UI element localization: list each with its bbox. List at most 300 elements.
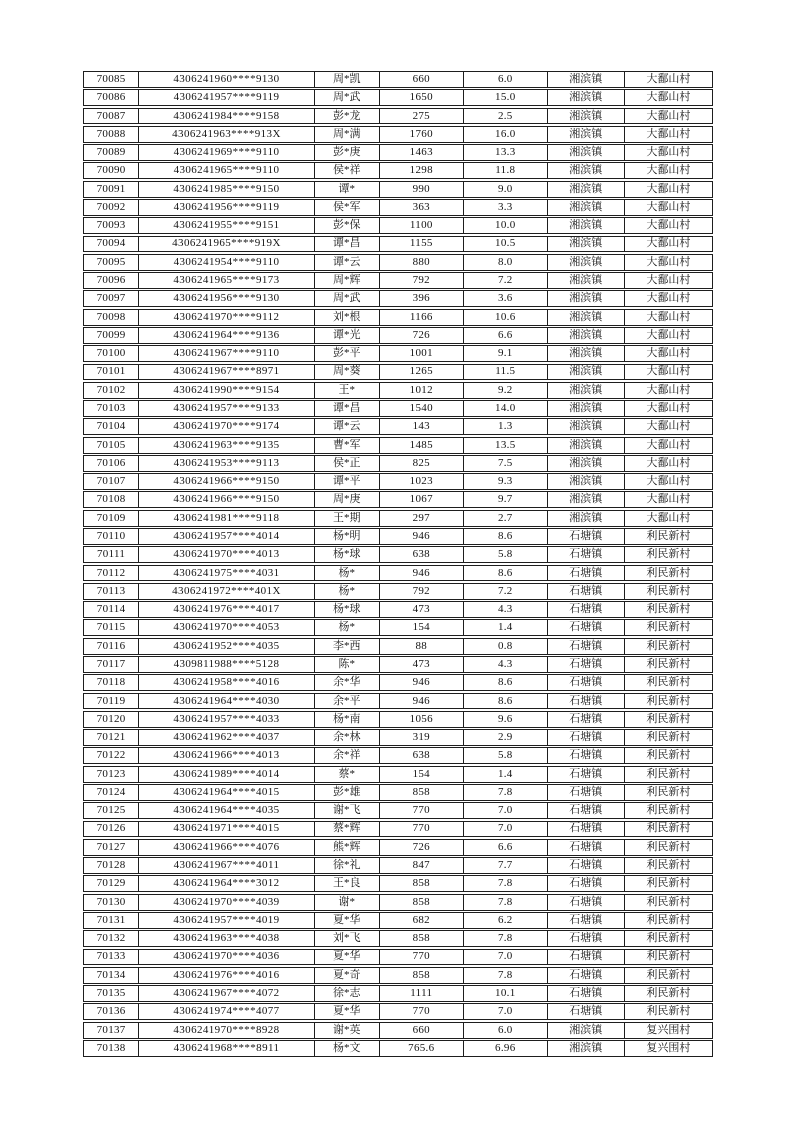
cell-town: 湘滨镇 [547, 456, 624, 471]
cell-amount: 946 [379, 529, 463, 544]
cell-id-number: 4306241964****4015 [138, 785, 314, 800]
cell-amount: 396 [379, 291, 463, 306]
cell-village: 利民新村 [624, 931, 712, 946]
cell-rate: 11.8 [463, 163, 547, 178]
cell-village: 利民新村 [624, 913, 712, 928]
cell-id-number: 4306241970****4036 [138, 950, 314, 965]
cell-name: 刘*飞 [314, 931, 379, 946]
cell-town: 湘滨镇 [547, 419, 624, 434]
cell-village: 利民新村 [624, 730, 712, 745]
cell-id-number: 4306241957****9119 [138, 90, 314, 105]
cell-rate: 8.0 [463, 255, 547, 270]
cell-town: 湘滨镇 [547, 200, 624, 215]
table-row [83, 912, 713, 929]
cell-town: 石塘镇 [547, 968, 624, 983]
cell-rate: 1.3 [463, 419, 547, 434]
table-row [83, 565, 713, 582]
cell-name: 刘*根 [314, 310, 379, 325]
cell-name: 余*华 [314, 675, 379, 690]
cell-village: 复兴围村 [624, 1023, 712, 1038]
cell-name: 蔡* [314, 767, 379, 782]
cell-town: 湘滨镇 [547, 346, 624, 361]
cell-sequence: 70133 [96, 950, 126, 963]
cell-amount: 1001 [379, 346, 463, 361]
cell-village: 利民新村 [624, 822, 712, 837]
cell-id-number: 4306241957****4019 [138, 913, 314, 928]
cell-village: 大鄱山村 [624, 456, 712, 471]
cell-village: 利民新村 [624, 657, 712, 672]
cell-id-number: 4306241966****4076 [138, 840, 314, 855]
cell-town: 湘滨镇 [547, 328, 624, 343]
cell-village: 大鄱山村 [624, 310, 712, 325]
cell-town: 湘滨镇 [547, 310, 624, 325]
cell-id-number: 4306241967****8971 [138, 365, 314, 380]
cell-rate: 2.9 [463, 730, 547, 745]
cell-id-number: 4306241970****8928 [138, 1023, 314, 1038]
cell-village: 大鄱山村 [624, 200, 712, 215]
cell-rate: 6.0 [463, 72, 547, 87]
cell-sequence: 70086 [96, 91, 126, 104]
cell-village: 大鄱山村 [624, 346, 712, 361]
cell-town: 湘滨镇 [547, 291, 624, 306]
cell-rate: 6.6 [463, 840, 547, 855]
cell-name: 杨*明 [314, 529, 379, 544]
cell-amount: 1166 [379, 310, 463, 325]
cell-rate: 6.0 [463, 1023, 547, 1038]
cell-sequence: 70131 [96, 913, 126, 926]
cell-amount: 319 [379, 730, 463, 745]
cell-name: 侯*正 [314, 456, 379, 471]
cell-sequence: 70116 [96, 639, 126, 652]
cell-town: 湘滨镇 [547, 1023, 624, 1038]
cell-name: 周*葵 [314, 365, 379, 380]
cell-sequence: 70095 [96, 255, 126, 268]
cell-id-number: 4306241985****9150 [138, 182, 314, 197]
cell-sequence: 70120 [96, 712, 126, 725]
cell-name: 夏*奇 [314, 968, 379, 983]
table-row [83, 108, 713, 125]
cell-village: 大鄱山村 [624, 365, 712, 380]
cell-village: 大鄱山村 [624, 145, 712, 160]
table-row [83, 766, 713, 783]
cell-name: 谭*光 [314, 328, 379, 343]
cell-town: 石塘镇 [547, 566, 624, 581]
table-row [83, 510, 713, 527]
cell-sequence: 70121 [96, 731, 126, 744]
cell-town: 石塘镇 [547, 620, 624, 635]
cell-rate: 11.5 [463, 365, 547, 380]
table-row [83, 199, 713, 216]
cell-village: 复兴围村 [624, 1041, 712, 1056]
cell-town: 石塘镇 [547, 858, 624, 873]
cell-id-number: 4306241963****913X [138, 127, 314, 142]
table-row [83, 693, 713, 710]
cell-sequence: 70100 [96, 347, 126, 360]
cell-rate: 16.0 [463, 127, 547, 142]
cell-village: 利民新村 [624, 602, 712, 617]
cell-id-number: 4306241972****401X [138, 584, 314, 599]
cell-town: 湘滨镇 [547, 109, 624, 124]
cell-sequence: 70129 [96, 877, 126, 890]
cell-id-number: 4306241966****4013 [138, 748, 314, 763]
cell-village: 大鄱山村 [624, 127, 712, 142]
table-row [83, 290, 713, 307]
cell-amount: 770 [379, 1004, 463, 1019]
cell-town: 石塘镇 [547, 584, 624, 599]
cell-sequence: 70124 [96, 785, 126, 798]
cell-id-number: 4306241966****9150 [138, 474, 314, 489]
cell-name: 周*武 [314, 291, 379, 306]
cell-amount: 363 [379, 200, 463, 215]
cell-rate: 6.2 [463, 913, 547, 928]
table-row [83, 254, 713, 271]
table-row [83, 839, 713, 856]
cell-rate: 6.96 [463, 1041, 547, 1056]
cell-amount: 792 [379, 584, 463, 599]
cell-rate: 8.6 [463, 566, 547, 581]
cell-sequence: 70122 [96, 749, 126, 762]
table-row [83, 528, 713, 545]
cell-rate: 7.7 [463, 858, 547, 873]
cell-rate: 13.5 [463, 438, 547, 453]
cell-sequence: 70115 [96, 621, 126, 634]
cell-amount: 154 [379, 620, 463, 635]
cell-name: 谢*英 [314, 1023, 379, 1038]
cell-id-number: 4306241969****9110 [138, 145, 314, 160]
cell-rate: 3.6 [463, 291, 547, 306]
cell-id-number: 4306241967****4011 [138, 858, 314, 873]
cell-town: 湘滨镇 [547, 182, 624, 197]
table-row [83, 309, 713, 326]
cell-town: 石塘镇 [547, 639, 624, 654]
cell-village: 利民新村 [624, 968, 712, 983]
cell-rate: 7.8 [463, 876, 547, 891]
cell-id-number: 4306241954****9110 [138, 255, 314, 270]
cell-name: 余*林 [314, 730, 379, 745]
table-row [83, 364, 713, 381]
cell-name: 彭*保 [314, 218, 379, 233]
cell-name: 杨*南 [314, 712, 379, 727]
table-row [83, 894, 713, 911]
cell-rate: 8.6 [463, 675, 547, 690]
cell-town: 石塘镇 [547, 1004, 624, 1019]
cell-village: 利民新村 [624, 584, 712, 599]
cell-rate: 15.0 [463, 90, 547, 105]
cell-town: 石塘镇 [547, 730, 624, 745]
cell-sequence: 70091 [96, 182, 126, 195]
table-row [83, 181, 713, 198]
table-row [83, 71, 713, 88]
table-row [83, 418, 713, 435]
cell-name: 王*良 [314, 876, 379, 891]
cell-sequence: 70110 [96, 529, 126, 542]
cell-village: 大鄱山村 [624, 383, 712, 398]
cell-sequence: 70134 [96, 968, 126, 981]
cell-id-number: 4306241960****9130 [138, 72, 314, 87]
cell-id-number: 4306241970****9174 [138, 419, 314, 434]
cell-id-number: 4306241976****4017 [138, 602, 314, 617]
cell-rate: 7.5 [463, 456, 547, 471]
cell-rate: 8.6 [463, 529, 547, 544]
cell-id-number: 4306241957****4014 [138, 529, 314, 544]
table-row [83, 784, 713, 801]
cell-amount: 858 [379, 931, 463, 946]
cell-amount: 1012 [379, 383, 463, 398]
cell-town: 湘滨镇 [547, 474, 624, 489]
table-row [83, 327, 713, 344]
cell-town: 湘滨镇 [547, 401, 624, 416]
cell-village: 利民新村 [624, 767, 712, 782]
table-row [83, 857, 713, 874]
cell-amount: 1485 [379, 438, 463, 453]
cell-village: 利民新村 [624, 950, 712, 965]
cell-town: 湘滨镇 [547, 127, 624, 142]
table-row [83, 1040, 713, 1057]
cell-name: 杨*球 [314, 547, 379, 562]
cell-village: 大鄱山村 [624, 237, 712, 252]
cell-town: 石塘镇 [547, 950, 624, 965]
cell-name: 谭*昌 [314, 237, 379, 252]
cell-village: 利民新村 [624, 547, 712, 562]
cell-sequence: 70098 [96, 310, 126, 323]
cell-amount: 638 [379, 748, 463, 763]
cell-amount: 946 [379, 694, 463, 709]
cell-town: 石塘镇 [547, 931, 624, 946]
cell-id-number: 4306241964****3012 [138, 876, 314, 891]
cell-amount: 1155 [379, 237, 463, 252]
cell-id-number: 4306241967****9110 [138, 346, 314, 361]
cell-sequence: 70112 [96, 566, 126, 579]
cell-name: 杨* [314, 620, 379, 635]
cell-sequence: 70113 [96, 584, 126, 597]
cell-name: 王* [314, 383, 379, 398]
cell-amount: 880 [379, 255, 463, 270]
cell-sequence: 70138 [96, 1041, 126, 1054]
cell-sequence: 70130 [96, 895, 126, 908]
table-row [83, 747, 713, 764]
cell-village: 利民新村 [624, 803, 712, 818]
cell-sequence: 70097 [96, 292, 126, 305]
cell-sequence: 70128 [96, 859, 126, 872]
table-row [83, 674, 713, 691]
cell-sequence: 70123 [96, 767, 126, 780]
cell-village: 大鄱山村 [624, 218, 712, 233]
cell-village: 大鄱山村 [624, 328, 712, 343]
cell-village: 利民新村 [624, 1004, 712, 1019]
cell-id-number: 4306241964****4035 [138, 803, 314, 818]
cell-village: 大鄱山村 [624, 492, 712, 507]
cell-sequence: 70088 [96, 127, 126, 140]
cell-sequence: 70099 [96, 328, 126, 341]
cell-sequence: 70137 [96, 1023, 126, 1036]
cell-id-number: 4306241971****4015 [138, 822, 314, 837]
cell-amount: 1265 [379, 365, 463, 380]
cell-town: 石塘镇 [547, 803, 624, 818]
cell-town: 湘滨镇 [547, 511, 624, 526]
cell-rate: 7.8 [463, 895, 547, 910]
cell-name: 彭*庚 [314, 145, 379, 160]
cell-town: 石塘镇 [547, 876, 624, 891]
cell-sequence: 70108 [96, 493, 126, 506]
cell-amount: 858 [379, 968, 463, 983]
cell-rate: 9.3 [463, 474, 547, 489]
cell-village: 利民新村 [624, 748, 712, 763]
cell-name: 侯*祥 [314, 163, 379, 178]
cell-rate: 1.4 [463, 620, 547, 635]
cell-rate: 6.6 [463, 328, 547, 343]
cell-id-number: 4306241965****9173 [138, 273, 314, 288]
cell-id-number: 4306241953****9113 [138, 456, 314, 471]
table-row [83, 601, 713, 618]
cell-rate: 7.0 [463, 822, 547, 837]
table-row [83, 638, 713, 655]
table-row [83, 821, 713, 838]
cell-rate: 0.8 [463, 639, 547, 654]
cell-id-number: 4306241952****4035 [138, 639, 314, 654]
cell-id-number: 4306241965****9110 [138, 163, 314, 178]
cell-amount: 858 [379, 785, 463, 800]
cell-sequence: 70114 [96, 603, 126, 616]
table-row [83, 455, 713, 472]
cell-rate: 7.8 [463, 785, 547, 800]
cell-name: 谢*飞 [314, 803, 379, 818]
cell-sequence: 70096 [96, 274, 126, 287]
cell-rate: 7.2 [463, 584, 547, 599]
cell-rate: 10.0 [463, 218, 547, 233]
cell-town: 湘滨镇 [547, 90, 624, 105]
cell-rate: 10.5 [463, 237, 547, 252]
table-row [83, 345, 713, 362]
cell-village: 利民新村 [624, 876, 712, 891]
table-row [83, 949, 713, 966]
cell-sequence: 70092 [96, 200, 126, 213]
cell-amount: 1463 [379, 145, 463, 160]
cell-name: 余*祥 [314, 748, 379, 763]
cell-sequence: 70136 [96, 1005, 126, 1018]
cell-amount: 1111 [379, 986, 463, 1001]
cell-name: 谭* [314, 182, 379, 197]
cell-town: 湘滨镇 [547, 163, 624, 178]
cell-sequence: 70106 [96, 456, 126, 469]
cell-sequence: 70125 [96, 804, 126, 817]
cell-village: 利民新村 [624, 694, 712, 709]
cell-id-number: 4306241963****4038 [138, 931, 314, 946]
cell-name: 彭*雄 [314, 785, 379, 800]
table-row [83, 967, 713, 984]
cell-rate: 8.6 [463, 694, 547, 709]
table-row [83, 583, 713, 600]
cell-name: 谭*云 [314, 419, 379, 434]
cell-id-number: 4306241984****9158 [138, 109, 314, 124]
cell-name: 谭*云 [314, 255, 379, 270]
cell-rate: 9.0 [463, 182, 547, 197]
cell-rate: 9.2 [463, 383, 547, 398]
cell-sequence: 70103 [96, 402, 126, 414]
cell-amount: 1298 [379, 163, 463, 178]
cell-sequence: 70109 [96, 511, 126, 524]
cell-rate: 10.1 [463, 986, 547, 1001]
cell-id-number: 4306241956****9119 [138, 200, 314, 215]
cell-amount: 770 [379, 950, 463, 965]
cell-name: 李*西 [314, 639, 379, 654]
table-row [83, 985, 713, 1002]
cell-sequence: 70118 [96, 676, 126, 689]
cell-sequence: 70085 [96, 72, 126, 85]
cell-amount: 990 [379, 182, 463, 197]
cell-name: 周*辉 [314, 273, 379, 288]
cell-town: 湘滨镇 [547, 218, 624, 233]
cell-name: 杨*球 [314, 602, 379, 617]
cell-amount: 726 [379, 328, 463, 343]
cell-name: 周*凯 [314, 72, 379, 87]
cell-village: 利民新村 [624, 986, 712, 1001]
cell-town: 石塘镇 [547, 675, 624, 690]
table-row [83, 382, 713, 399]
cell-amount: 143 [379, 419, 463, 434]
cell-amount: 275 [379, 109, 463, 124]
cell-rate: 2.7 [463, 511, 547, 526]
cell-amount: 858 [379, 895, 463, 910]
table-row [83, 272, 713, 289]
cell-sequence: 70126 [96, 822, 126, 835]
cell-rate: 3.3 [463, 200, 547, 215]
cell-id-number: 4306241976****4016 [138, 968, 314, 983]
cell-village: 利民新村 [624, 712, 712, 727]
cell-village: 大鄱山村 [624, 255, 712, 270]
table-row [83, 802, 713, 819]
cell-name: 谭*昌 [314, 401, 379, 416]
cell-amount: 88 [379, 639, 463, 654]
cell-sequence: 70087 [96, 109, 126, 122]
cell-sequence: 70117 [96, 657, 126, 670]
table-row [83, 162, 713, 179]
cell-town: 湘滨镇 [547, 383, 624, 398]
cell-town: 湘滨镇 [547, 237, 624, 252]
table-row [83, 729, 713, 746]
cell-rate: 1.4 [463, 767, 547, 782]
cell-amount: 682 [379, 913, 463, 928]
cell-id-number: 4306241990****9154 [138, 383, 314, 398]
cell-id-number: 4306241962****4037 [138, 730, 314, 745]
cell-name: 杨* [314, 584, 379, 599]
cell-name: 徐*礼 [314, 858, 379, 873]
cell-sequence: 70135 [96, 987, 126, 999]
cell-amount: 792 [379, 273, 463, 288]
cell-amount: 1056 [379, 712, 463, 727]
cell-name: 王*期 [314, 511, 379, 526]
cell-village: 利民新村 [624, 620, 712, 635]
table-row [83, 1022, 713, 1039]
cell-amount: 765.6 [379, 1041, 463, 1056]
table-row [83, 236, 713, 253]
cell-village: 大鄱山村 [624, 90, 712, 105]
cell-amount: 1540 [379, 401, 463, 416]
cell-amount: 946 [379, 675, 463, 690]
table-row [83, 400, 713, 417]
cell-sequence: 70102 [96, 383, 126, 396]
cell-sequence: 70089 [96, 146, 126, 159]
cell-amount: 473 [379, 602, 463, 617]
cell-rate: 7.8 [463, 968, 547, 983]
cell-name: 徐*志 [314, 986, 379, 1001]
cell-name: 曹*军 [314, 438, 379, 453]
table-row [83, 546, 713, 563]
table-row [83, 656, 713, 673]
cell-village: 利民新村 [624, 785, 712, 800]
cell-amount: 1067 [379, 492, 463, 507]
cell-town: 石塘镇 [547, 602, 624, 617]
cell-town: 石塘镇 [547, 767, 624, 782]
